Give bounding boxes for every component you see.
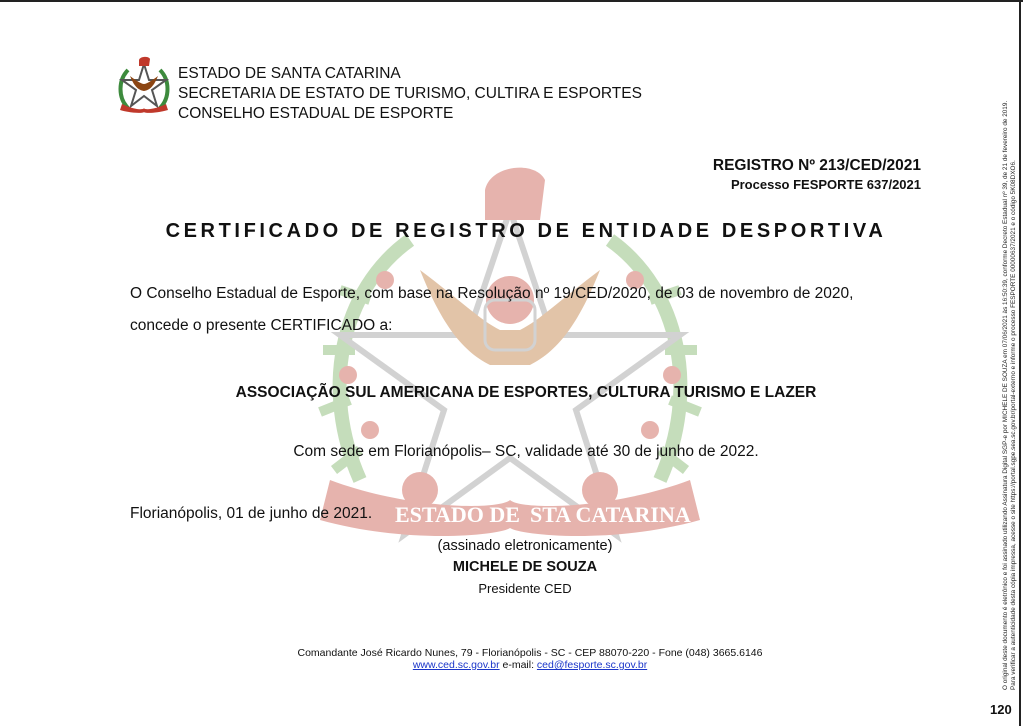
page-top-border [0, 0, 1023, 2]
entity-name: ASSOCIAÇÃO SUL AMERICANA DE ESPORTES, CULTURA TURISMO E LAZER [235, 384, 817, 401]
entity-location-validity: Com sede em Florianópolis– SC, validade até 30 de junho de 2022. [293, 443, 759, 460]
website-link[interactable]: www.ced.sc.gov.br [412, 659, 500, 671]
digital-signature-side-note [1000, 0, 1020, 700]
state-emblem-icon [116, 56, 172, 114]
side-note-line-1: O original deste documento é eletrônico e foi assinado utilizando Assinatura Digital SGP-e por MICHELE DE SOUZA em 07/06/2021 às 16:50:39, conforme Decreto Estadual nº 39, de 21 de fevereiro de 2019. [1002, 100, 1009, 690]
footer-contacts [200, 659, 860, 671]
footer-address: Comandante José Ricardo Nunes, 79 - Florianópolis - SC - CEP 88070-220 - Fone (048) 3665.6146 [297, 647, 763, 659]
email-link[interactable]: ced@fesporte.sc.gov.br [536, 659, 648, 671]
signer-name: MICHELE DE SOUZA [452, 559, 598, 575]
email-label: e-mail: [499, 659, 537, 671]
header-council: CONSELHO ESTADUAL DE ESPORTE [178, 105, 454, 122]
registration-block [713, 156, 921, 194]
ribbon-text-right: STA CATARINA [530, 502, 691, 527]
ribbon-text-left: ESTADO DE [395, 502, 520, 527]
issue-date: Florianópolis, 01 de junho de 2021. [130, 505, 373, 522]
registration-number: REGISTRO Nº 213/CED/2021 [712, 157, 921, 174]
page-number: 120 [990, 702, 1012, 717]
header-state: ESTADO DE SANTA CATARINA [178, 65, 401, 82]
body-line-2: concede o presente CERTIFICADO a: [130, 317, 393, 334]
side-note-line-2: Para verificar a autenticidade desta cópia impressa, acesse o site https://portal.sgpe.sea.sc.gov.br/portal-externo e informe o processo FESPORTE 00000637/2021 e o código 5K08DXO6. [1010, 160, 1017, 690]
body-line-1: O Conselho Estadual de Esporte, com base na Resolução nº 19/CED/2020, de 03 de novembro de 2020, [130, 285, 854, 302]
process-number: Processo FESPORTE 637/2021 [730, 177, 921, 192]
header-secretariat: SECRETARIA DE ESTATO DE TURISMO, CULTIRA E ESPORTES [178, 85, 642, 102]
document-title: CERTIFICADO DE REGISTRO DE ENTIDADE DESPORTIVA [165, 220, 887, 242]
signer-role: Presidente CED [478, 581, 572, 596]
coat-of-arms-watermark [300, 150, 720, 560]
header-institution [178, 64, 642, 124]
signature-note: (assinado eletronicamente) [437, 538, 613, 554]
